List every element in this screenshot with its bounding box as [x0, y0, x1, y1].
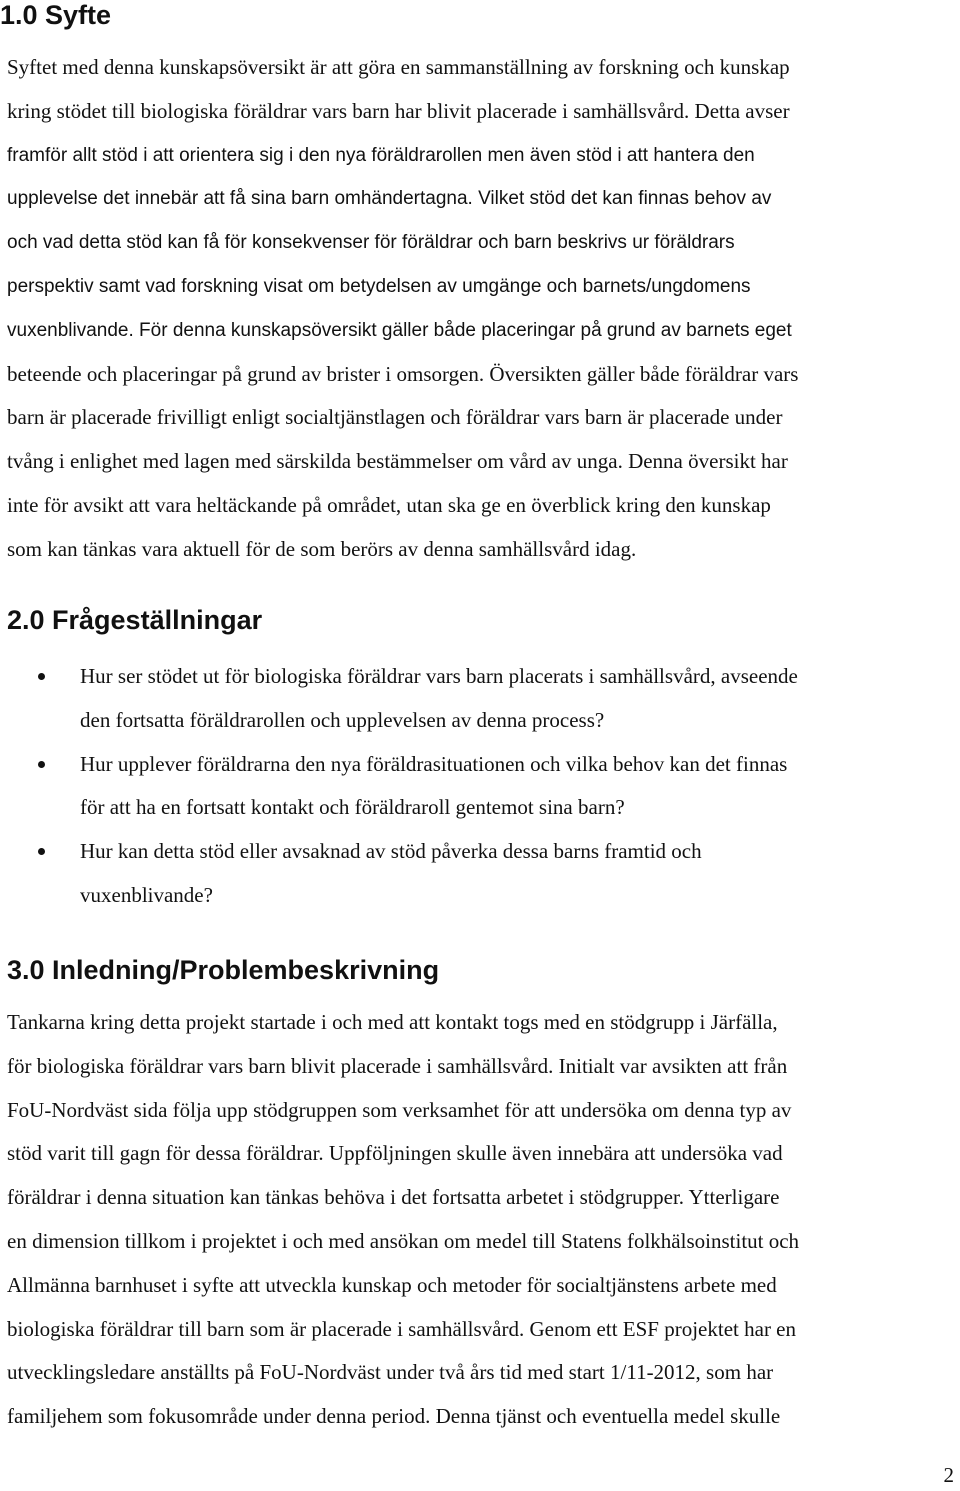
text-line: utvecklingsledare anställts på FoU-Nordväst under två års tid med start 1/11-2012, som har	[7, 1360, 774, 1385]
text-line: stöd varit till gagn för dessa föräldrar. Uppföljningen skulle även innebära att undersöka vad	[7, 1141, 783, 1166]
text-line: för att ha en fortsatt kontakt och föräldraroll gentemot sina barn?	[80, 795, 625, 820]
text-line: Syftet med denna kunskapsöversikt är att göra en sammanställning av forskning och kunskap	[7, 55, 790, 79]
syfte-paragraph	[7, 46, 960, 572]
bullet-icon	[38, 673, 45, 680]
page-number: 2	[943, 1463, 954, 1487]
text-line: Hur kan detta stöd eller avsaknad av stöd påverka dessa barns framtid och	[80, 839, 702, 864]
text-line: föräldrar i denna situation kan tänkas behöva i det fortsatta arbetet i stödgrupper. Ytterligare	[7, 1185, 780, 1210]
list-item	[0, 830, 960, 918]
text-line: för biologiska föräldrar vars barn blivit placerade i samhällsvård. Initialt var avsikten att från	[7, 1053, 788, 1078]
text-line: en dimension tillkom i projektet i och med ansökan om medel till Statens folkhälsoinstitut och	[7, 1228, 800, 1253]
list-item	[0, 743, 960, 831]
list-item	[0, 655, 960, 743]
text-line: biologiska föräldrar till barn som är placerade i samhällsvård. Genom ett ESF projektet har en	[7, 1316, 797, 1341]
text-line: Allmänna barnhuset i syfte att utveckla kunskap och metoder för socialtjänstens arbete med	[7, 1272, 777, 1297]
question-list	[0, 655, 960, 918]
text-line: och vad detta stöd kan få för konsekvenser för föräldrar och barn beskrivs ur föräldrars	[7, 232, 735, 254]
text-line: familjehem som fokusområde under denna period. Denna tjänst och eventuella medel skulle	[7, 1404, 781, 1429]
section-heading-fragestallningar: 2.0 Frågeställningar	[7, 605, 263, 635]
text-line: beteende och placeringar på grund av brister i omsorgen. Översikten gäller både föräldrar vars	[7, 361, 799, 386]
section-heading-syfte: 1.0 Syfte	[0, 0, 112, 30]
bullet-icon	[38, 848, 45, 855]
text-line: perspektiv samt vad forskning visat om betydelsen av umgänge och barnets/ungdomens	[7, 275, 751, 297]
text-line: Hur ser stödet ut för biologiska föräldrar vars barn placerats i samhällsvård, avseende	[80, 664, 798, 688]
inledning-paragraph	[7, 1001, 960, 1439]
section-heading-inledning: 3.0 Inledning/Problembeskrivning	[7, 955, 440, 985]
text-line: barn är placerade frivilligt enligt socialtjänstlagen och föräldrar vars barn är placerade under	[7, 405, 783, 430]
text-line: FoU-Nordväst sida följa upp stödgruppen som verksamhet för att undersöka om denna typ av	[7, 1097, 792, 1122]
bullet-icon	[38, 761, 45, 768]
text-line: Hur upplever föräldrarna den nya föräldrasituationen och vilka behov kan det finnas	[80, 751, 788, 776]
text-line: upplevelse det innebär att få sina barn omhändertagna. Vilket stöd det kan finnas behov av	[7, 188, 772, 210]
text-line: Tankarna kring detta projekt startade i och med att kontakt togs med en stödgrupp i Järfälla,	[7, 1010, 778, 1034]
text-line: framför allt stöd i att orientera sig i den nya föräldrarollen men även stöd i att hantera den	[7, 144, 755, 166]
text-line: tvång i enlighet med lagen med särskilda bestämmelser om vård av unga. Denna översikt har	[7, 449, 788, 474]
text-line: som kan tänkas vara aktuell för de som berörs av denna samhällsvård idag.	[7, 536, 637, 561]
text-line: vuxenblivande. För denna kunskapsöversikt gäller både placeringar på grund av barnets eget	[7, 319, 792, 341]
text-line: kring stödet till biologiska föräldrar vars barn har blivit placerade i samhällsvård. Detta avser	[7, 98, 790, 123]
text-line: vuxenblivande?	[80, 882, 213, 907]
text-line: inte för avsikt att vara heltäckande på området, utan ska ge en överblick kring den kunskap	[7, 492, 771, 517]
text-line: den fortsatta föräldrarollen och upplevelsen av denna process?	[80, 707, 605, 732]
